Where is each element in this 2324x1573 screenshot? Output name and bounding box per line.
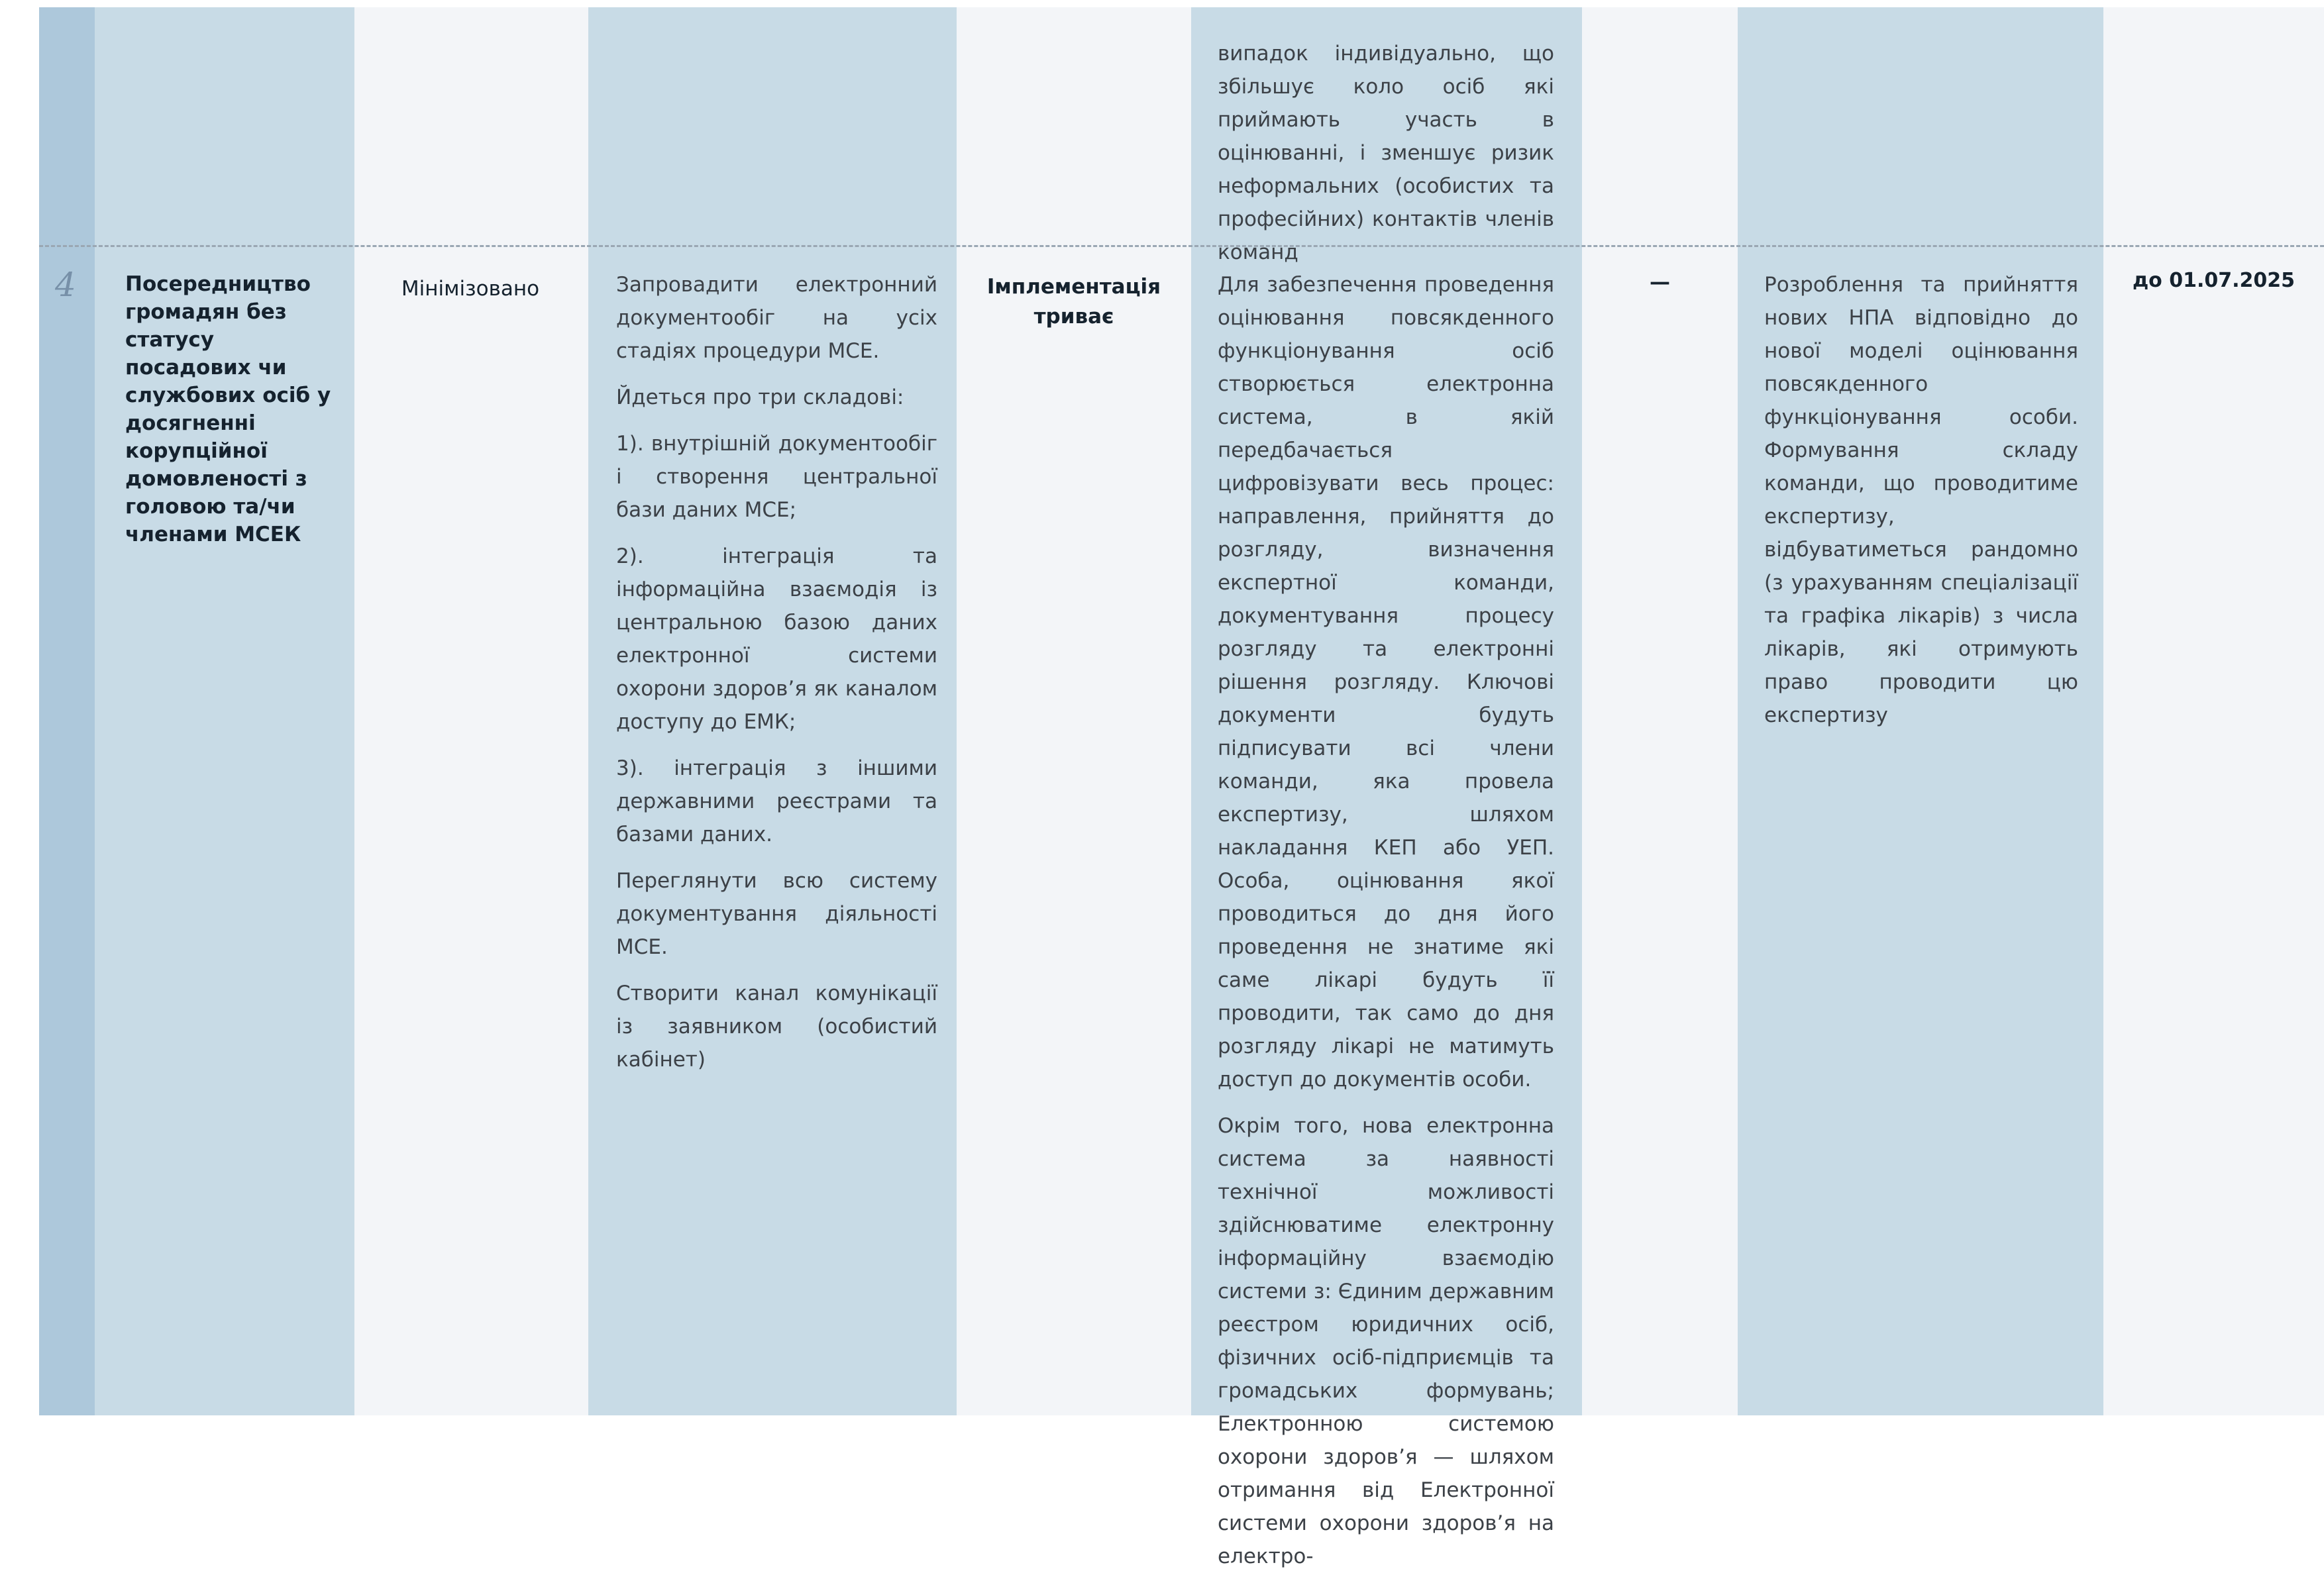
table-page (39, 7, 2324, 1568)
implementation-status: Імплементація триває (986, 275, 1161, 329)
previous-row-description: випадок індивідуально, що збільшує коло осіб які приймають участь в оцінюванні, і зменшує ризик неформальних (особистих та професійних) контактів членів команд (1218, 42, 1554, 264)
legal-status-dash: — (1650, 270, 1670, 294)
npa-text: Розроблення та прийняття нових НПА відповідно до нової моделі оцінювання повсякденного функціонування особи. Формування складу команди, що проводитиме експертизу, відбуватиметься рандомно (з урахуванням спеціалізації та графіка лікарів) з числа лікарів, які отримують право проводити цю експертизу (1764, 273, 2078, 727)
measure-paragraph: Запровадити електронний документообіг на усіх стадіях процедури МСЕ. (616, 273, 937, 363)
measure-paragraph: Йдеться про три складові: (616, 385, 904, 409)
measure-paragraph: 2). інтеграція та інформаційна взаємодія із центральною базою даних електронної системи охорони здоров’я як каналом доступу до ЕМК; (616, 544, 937, 734)
deadline-date: до 01.07.2025 (2132, 269, 2296, 292)
measure-paragraph: Переглянути всю систему документування діяльності МСЕ. (616, 869, 937, 959)
status-label: Мінімізовано (401, 277, 540, 301)
measures-text (616, 268, 937, 1076)
implementation-column (957, 7, 1191, 1415)
risk-column (95, 7, 354, 1415)
description-paragraph: Для забезпечення проведення оцінювання повсякденного функціонування осіб створюється електронна система, в якій передбачається цифровізувати весь процес: направлення, прийняття до розгляду, визначення експертної команди, документування процесу розгляду та електронні рішення розгляду. Ключові документи будуть підписувати всі члени команди, яка провела експертизу, шляхом накладання КЕП або УЕП. Особа, оцінювання якої проводиться до дня його проведення не знатиме які саме лікарі будуть її проводити, так само до дня розгляду лікарі не матимуть доступ до документів особи. (1218, 273, 1554, 1091)
row-divider (39, 245, 2324, 247)
measure-paragraph: 3). інтеграція з іншими державними реєстрами та базами даних. (616, 756, 937, 846)
row-number: 4 (55, 266, 76, 304)
description-paragraph: Окрім того, нова електронна система за наявності технічної можливості здійснюватиме електронну інформаційну взаємодію системи з: Єдиним державним реєстром юридичних осіб, фізичних осіб-підприємців та громадських формувань; Електронною системою охорони здоров’я — шляхом отримання від Електронної системи охорони здоров’я на електро- (1218, 1114, 1554, 1568)
deadline-column (2103, 7, 2324, 1415)
status-column (354, 7, 588, 1415)
description-text (1218, 268, 1554, 1573)
measure-paragraph: 1). внутрішній документообіг і створення центральної бази даних МСЕ; (616, 432, 937, 522)
measure-paragraph: Створити канал комунікації із заявником (особистий кабінет) (616, 982, 937, 1072)
number-column (39, 7, 95, 1415)
legal-status-column (1582, 7, 1738, 1415)
risk-title: Посередництво громадян без статусу посадових чи службових осіб у досягненні корупційної домовленості з головою та/чи членами МСЕК (125, 272, 331, 546)
